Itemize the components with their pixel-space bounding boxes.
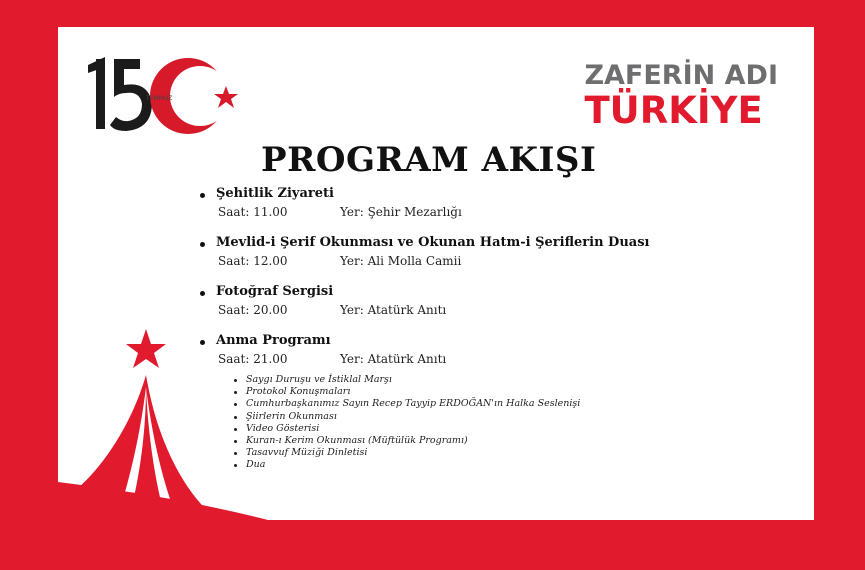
subitem: [234, 423, 798, 435]
subitem-label: Protokol Konuşmaları: [246, 386, 351, 398]
event-place: Yer: Atatürk Anıtı: [340, 303, 447, 317]
subitem-label: Cumhurbaşkanımız Sayın Recep Tayyip ERDOĞAN'ın Halka Seslenişi: [246, 398, 581, 410]
slogan-line2: TÜRKİYE: [584, 89, 763, 132]
event-item: [198, 283, 798, 319]
event-name: Anma Programı: [216, 333, 331, 348]
bullet-icon: [234, 440, 237, 443]
subitem: [234, 374, 798, 386]
bullet-icon: [200, 193, 205, 198]
event-name: Fotoğraf Sergisi: [216, 284, 334, 299]
subitem-label: Tasavvuf Müziği Dinletisi: [246, 447, 368, 459]
subitem: [234, 386, 798, 398]
slogan-line1: ZAFERİN ADI: [584, 60, 778, 91]
event-time: Saat: 12.00: [218, 254, 288, 268]
bullet-icon: [200, 242, 205, 247]
program-card: [58, 27, 814, 520]
event-meta: [218, 252, 798, 270]
event-place: Yer: Ali Molla Camii: [340, 254, 462, 268]
event-item: [198, 234, 798, 270]
bullet-icon: [234, 452, 237, 455]
bullet-icon: [234, 391, 237, 394]
event-list: [198, 185, 798, 472]
subitem: [234, 411, 798, 423]
event-item: [198, 332, 798, 472]
event-item: [198, 185, 798, 221]
bullet-icon: [234, 428, 237, 431]
bullet-icon: [200, 291, 205, 296]
event-time: Saat: 20.00: [218, 303, 288, 317]
event-meta: [218, 203, 798, 221]
event-time: Saat: 11.00: [218, 205, 288, 219]
event-place: Yer: Şehir Mezarlığı: [340, 205, 462, 219]
bullet-icon: [234, 379, 237, 382]
anniversary-logo: [88, 51, 238, 141]
event-place: Yer: Atatürk Anıtı: [340, 352, 447, 366]
subitem-label: Kuran-ı Kerim Okunması (Müftülük Programı): [246, 435, 468, 447]
subitem-label: Video Gösterisi: [246, 422, 320, 434]
subitem: [234, 435, 798, 447]
page-title: PROGRAM AKIŞI: [261, 140, 597, 180]
slogan-logo: [584, 61, 778, 131]
subitem-label: Şiirlerin Okunması: [246, 410, 337, 422]
event-meta: [218, 301, 798, 319]
event-name: Şehitlik Ziyareti: [216, 186, 334, 201]
bullet-icon: [234, 403, 237, 406]
bullet-icon: [234, 464, 237, 467]
subitem-label: Saygı Duruşu ve İstiklal Marşı: [246, 374, 392, 385]
subitem: [234, 447, 798, 459]
program-subitems: [216, 374, 798, 472]
bullet-icon: [234, 416, 237, 419]
event-name: Mevlid-i Şerif Okunması ve Okunan Hatm-i Şeriflerin Duası: [216, 235, 650, 250]
event-meta: [218, 350, 798, 368]
logo-small-text: TEMMUZ: [146, 95, 173, 102]
subitem: [234, 398, 798, 410]
tent-star-decoration: [58, 327, 218, 520]
subitem-label: Dua: [246, 459, 266, 471]
event-time: Saat: 21.00: [218, 352, 288, 366]
subitem: [234, 459, 798, 471]
